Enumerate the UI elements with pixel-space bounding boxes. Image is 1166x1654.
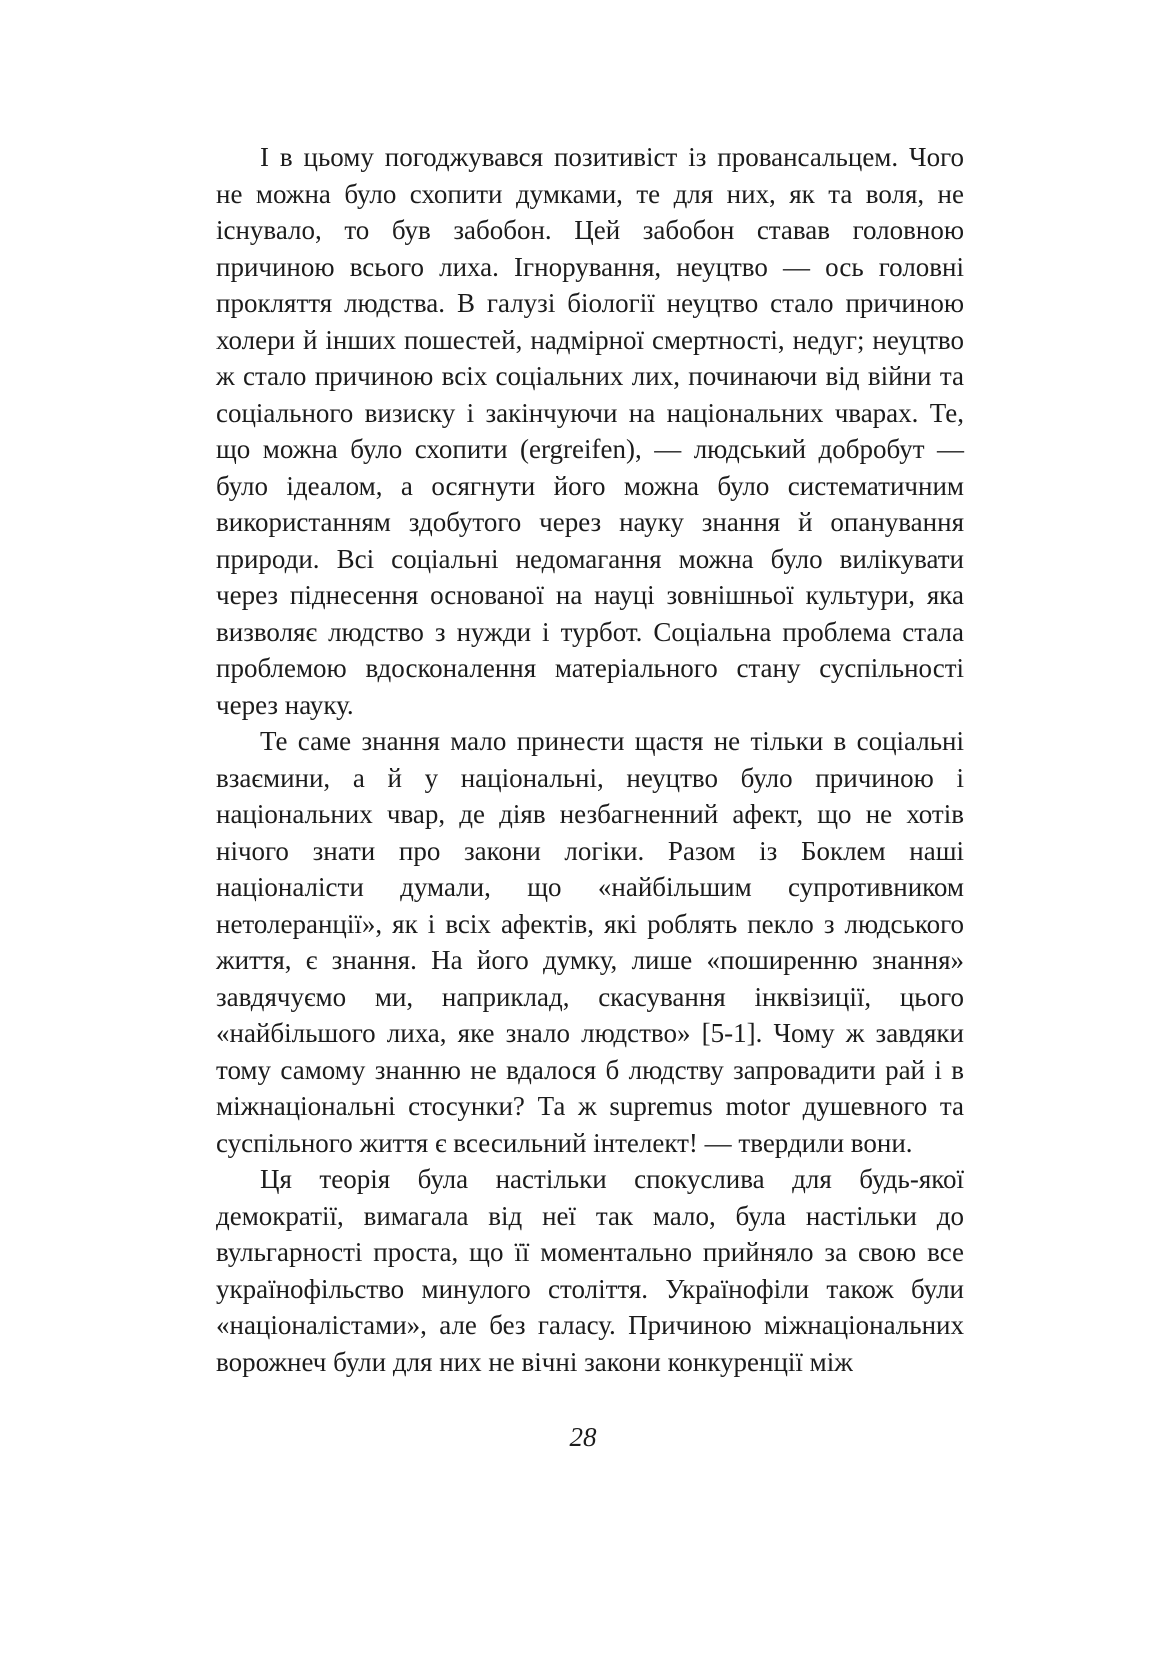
- page-number: 28: [569, 1422, 597, 1452]
- paragraph-2: Те саме знання мало принести щастя не тільки в соціальні взаємини, а й у національні, неуцтво було причиною і національних чвар, де діяв незбагненний афект, що не хотів нічого знати про закони логіки. Разом із Боклем наші націоналісти думали, що «найбільшим супротивником нетолеранції», як і всіх афектів, які роблять пекло з людського життя, є знання. На його думку, лише «поширенню знання» завдячуємо ми, наприклад, скасування інквізиції, цього «найбільшого лиха, яке знало людство» [5-1]. Чому ж завдяки тому самому знанню не вдалося б людству запровадити рай і в міжнаціональні стосунки? Та ж supremus motor душевного та суспільного життя є всесильний інтелект! — твердили вони.: [216, 726, 964, 1158]
- paragraph-1: І в цьому погоджувався позитивіст із провансальцем. Чого не можна було схопити думками, те для них, як та воля, не існувало, то був забобон. Цей забобон ставав головною причиною всього лиха. Ігнорування, неуцтво — ось головні прокляття людства. В галузі біології неуцтво стало причиною холери й інших пошестей, надмірної смертності, недуг; неуцтво ж стало причиною всіх соціальних лих, починаючи від війни та соціального визиску і закінчуючи на національних чварах. Те, що можна було схопити (ergreifen), — людський добробут — було ідеалом, а осягнути його можна було систематичним використанням здобутого через науку знання й опанування природи. Всі соціальні недомагання можна було вилікувати через піднесення основаної на науці зовнішньої культури, яка визволяє людство з нужди і турбот. Соціальна проблема стала проблемою вдосконалення матеріального стану суспільності через науку.: [216, 142, 964, 720]
- paragraph-3: Ця теорія була настільки спокуслива для будь-якої демократії, вимагала від неї так мало, була настільки до вульгарності проста, що її моментально прийняло за свою все українофільство минулого століття. Українофіли також були «націоналістами», але без галасу. Причиною міжнаціональних ворожнеч були для них не вічні закони конкуренції між: [216, 1164, 964, 1377]
- body-text: [216, 139, 964, 1380]
